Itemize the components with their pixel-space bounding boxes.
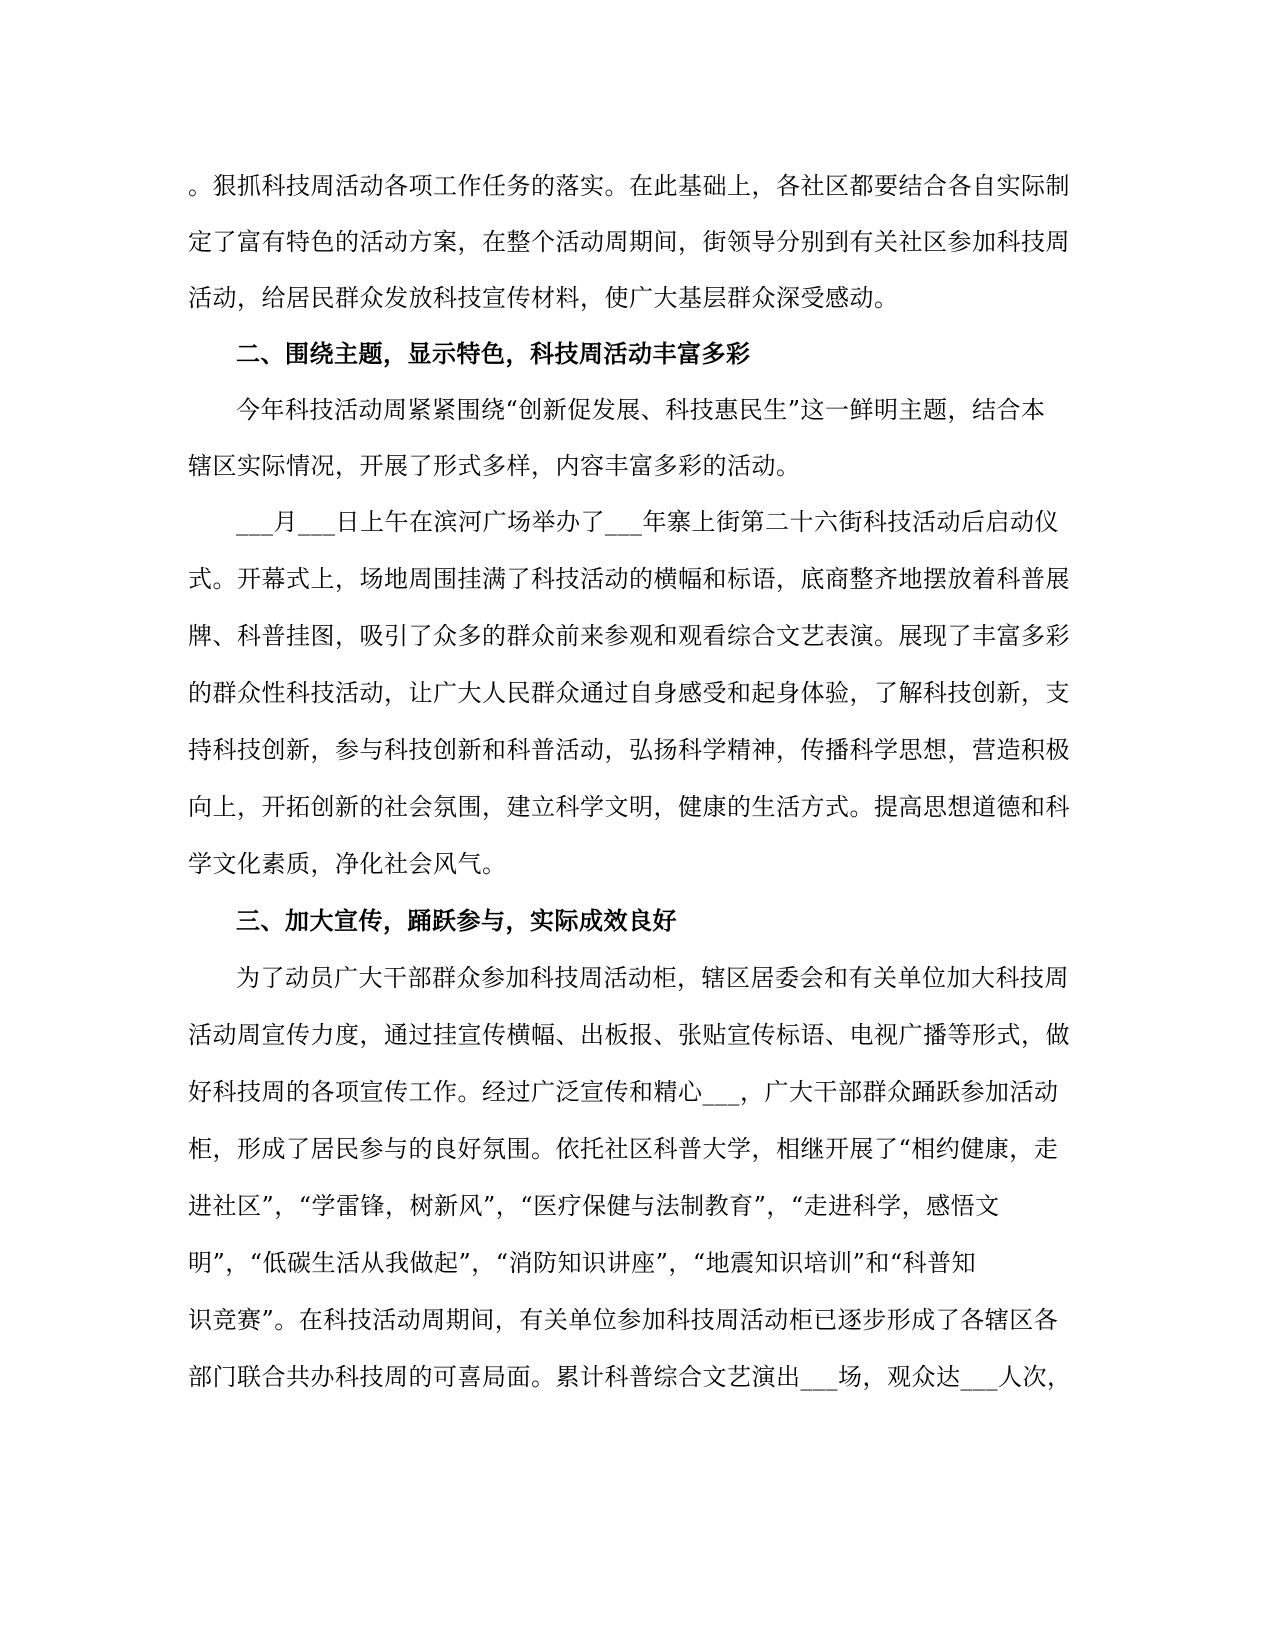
paragraph-line: 式。开幕式上，场地周围挂满了科技活动的横幅和标语，底商整齐地摆放着科普展 (188, 565, 1070, 593)
paragraph-line: 辖区实际情况，开展了形式多样，内容丰富多彩的活动。 (188, 452, 801, 480)
paragraph-line: 的群众性科技活动，让广大人民群众通过自身感受和起身体验，了解科技创新，支 (188, 679, 1070, 707)
section-heading-3: 三、加大宣传，踊跃参与，实际成效良好 (236, 906, 677, 935)
paragraph-line: 为了动员广大干部群众参加科技周活动柜，辖区居委会和有关单位加大科技周 (236, 964, 1069, 992)
paragraph-line: 活动周宣传力度，通过挂宣传横幅、出板报、张贴宣传标语、电视广播等形式，做 (188, 1021, 1070, 1049)
paragraph-line: 识竞赛”。在科技活动周期间，有关单位参加科技周活动柜已逐步形成了各辖区各 (188, 1306, 1059, 1334)
paragraph-line: 向上，开拓创新的社会氛围，建立科学文明，健康的生活方式。提高思想道德和科 (188, 793, 1070, 821)
paragraph-line: 进社区”，“学雷锋，树新风”，“医疗保健与法制教育”，“走进科学，感悟文 (188, 1192, 1000, 1220)
paragraph-line: 部门联合共办科技周的可喜局面。累计科普综合文艺演出___场，观众达___人次， (188, 1363, 1072, 1391)
paragraph-line: 定了富有特色的活动方案，在整个活动周期间，街领导分别到有关社区参加科技周 (188, 228, 1070, 256)
paragraph-line: 好科技周的各项宣传工作。经过广泛宣传和精心___，广大干部群众踊跃参加活动 (188, 1078, 1059, 1106)
paragraph-line: 持科技创新，参与科技创新和科普活动，弘扬科学精神，传播科学思想，营造积极 (188, 736, 1070, 764)
paragraph-line: 活动，给居民群众发放科技宣传材料，使广大基层群众深受感动。 (188, 284, 899, 312)
paragraph-line: ___月___日上午在滨河广场举办了___年寨上街第二十六街科技活动后启动仪 (236, 508, 1059, 536)
paragraph-line: 牌、科普挂图，吸引了众多的群众前来参观和观看综合文艺表演。展现了丰富多彩 (188, 622, 1070, 650)
paragraph-line: 。狠抓科技周活动各项工作任务的落实。在此基础上，各社区都要结合各自实际制 (188, 172, 1070, 200)
paragraph-line: 学文化素质，净化社会风气。 (188, 850, 507, 878)
paragraph-line: 柜，形成了居民参与的良好氛围。依托社区科普大学，相继开展了“相约健康，走 (188, 1135, 1059, 1163)
section-heading-2: 二、围绕主题，显示特色，科技周活动丰富多彩 (236, 339, 751, 368)
paragraph-line: 明”，“低碳生活从我做起”，“消防知识讲座”，“地震知识培训”和“科普知 (188, 1249, 977, 1277)
paragraph-line: 今年科技活动周紧紧围绕“创新促发展、科技惠民生”这一鲜明主题，结合本 (236, 396, 1046, 424)
